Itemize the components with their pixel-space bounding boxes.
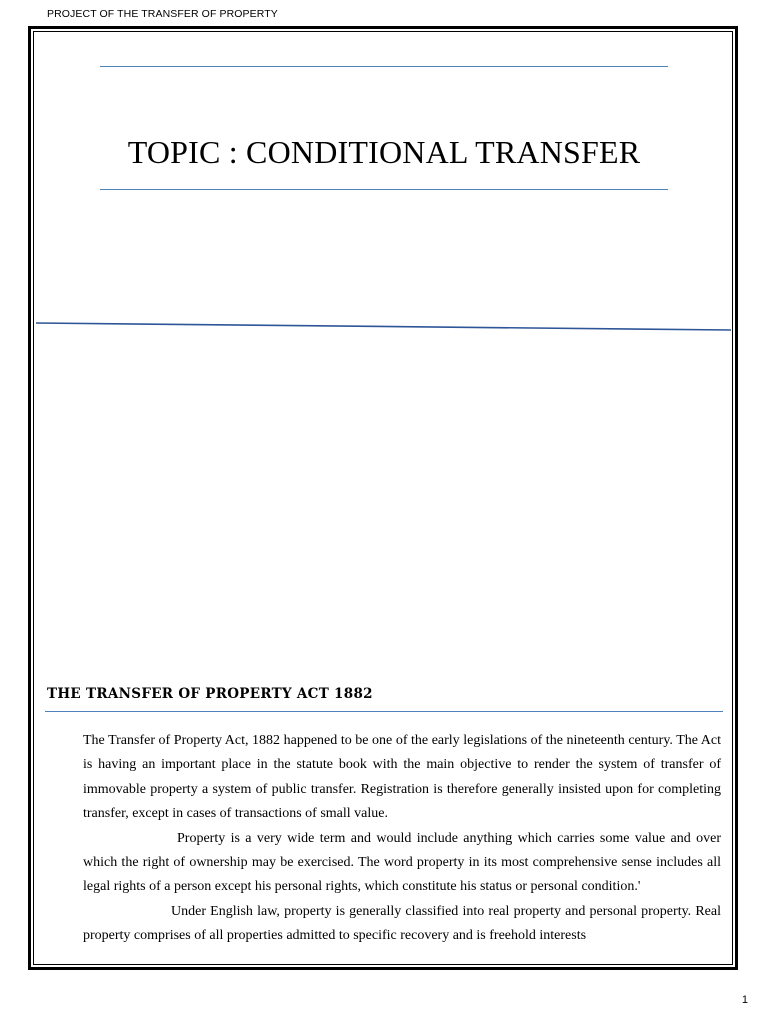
body-text [83, 729, 721, 949]
running-header: PROJECT OF THE TRANSFER OF PROPERTY [47, 8, 278, 20]
paragraph: Property is a very wide term and would include anything which carries some value and over which the right of ownership may be exercised. The word property in its most comprehensive sense includes all legal rights of a person except his personal rights, which constitute his status or personal condition.' [83, 830, 721, 895]
page-number: 1 [741, 994, 748, 1006]
section-heading: THE TRANSFER OF PROPERTY ACT 1882 [47, 686, 373, 702]
section-heading-rule [45, 711, 723, 712]
paragraph: The Transfer of Property Act, 1882 happened to be one of the early legislations of the nineteenth century. The Act is having an important place in the statute book with the main objective to render the system of transfer of immovable property a system of public transfer. Registration is therefore generally insisted upon for completing transfer, except in cases of transactions of small value. [83, 733, 721, 822]
cover-title: TOPIC : CONDITIONAL TRANSFER [127, 134, 641, 170]
paragraph: Under English law, property is generally classified into real property and personal property. Real property comprises of all properties admitted to specific recovery and is freehold interests [83, 903, 721, 944]
